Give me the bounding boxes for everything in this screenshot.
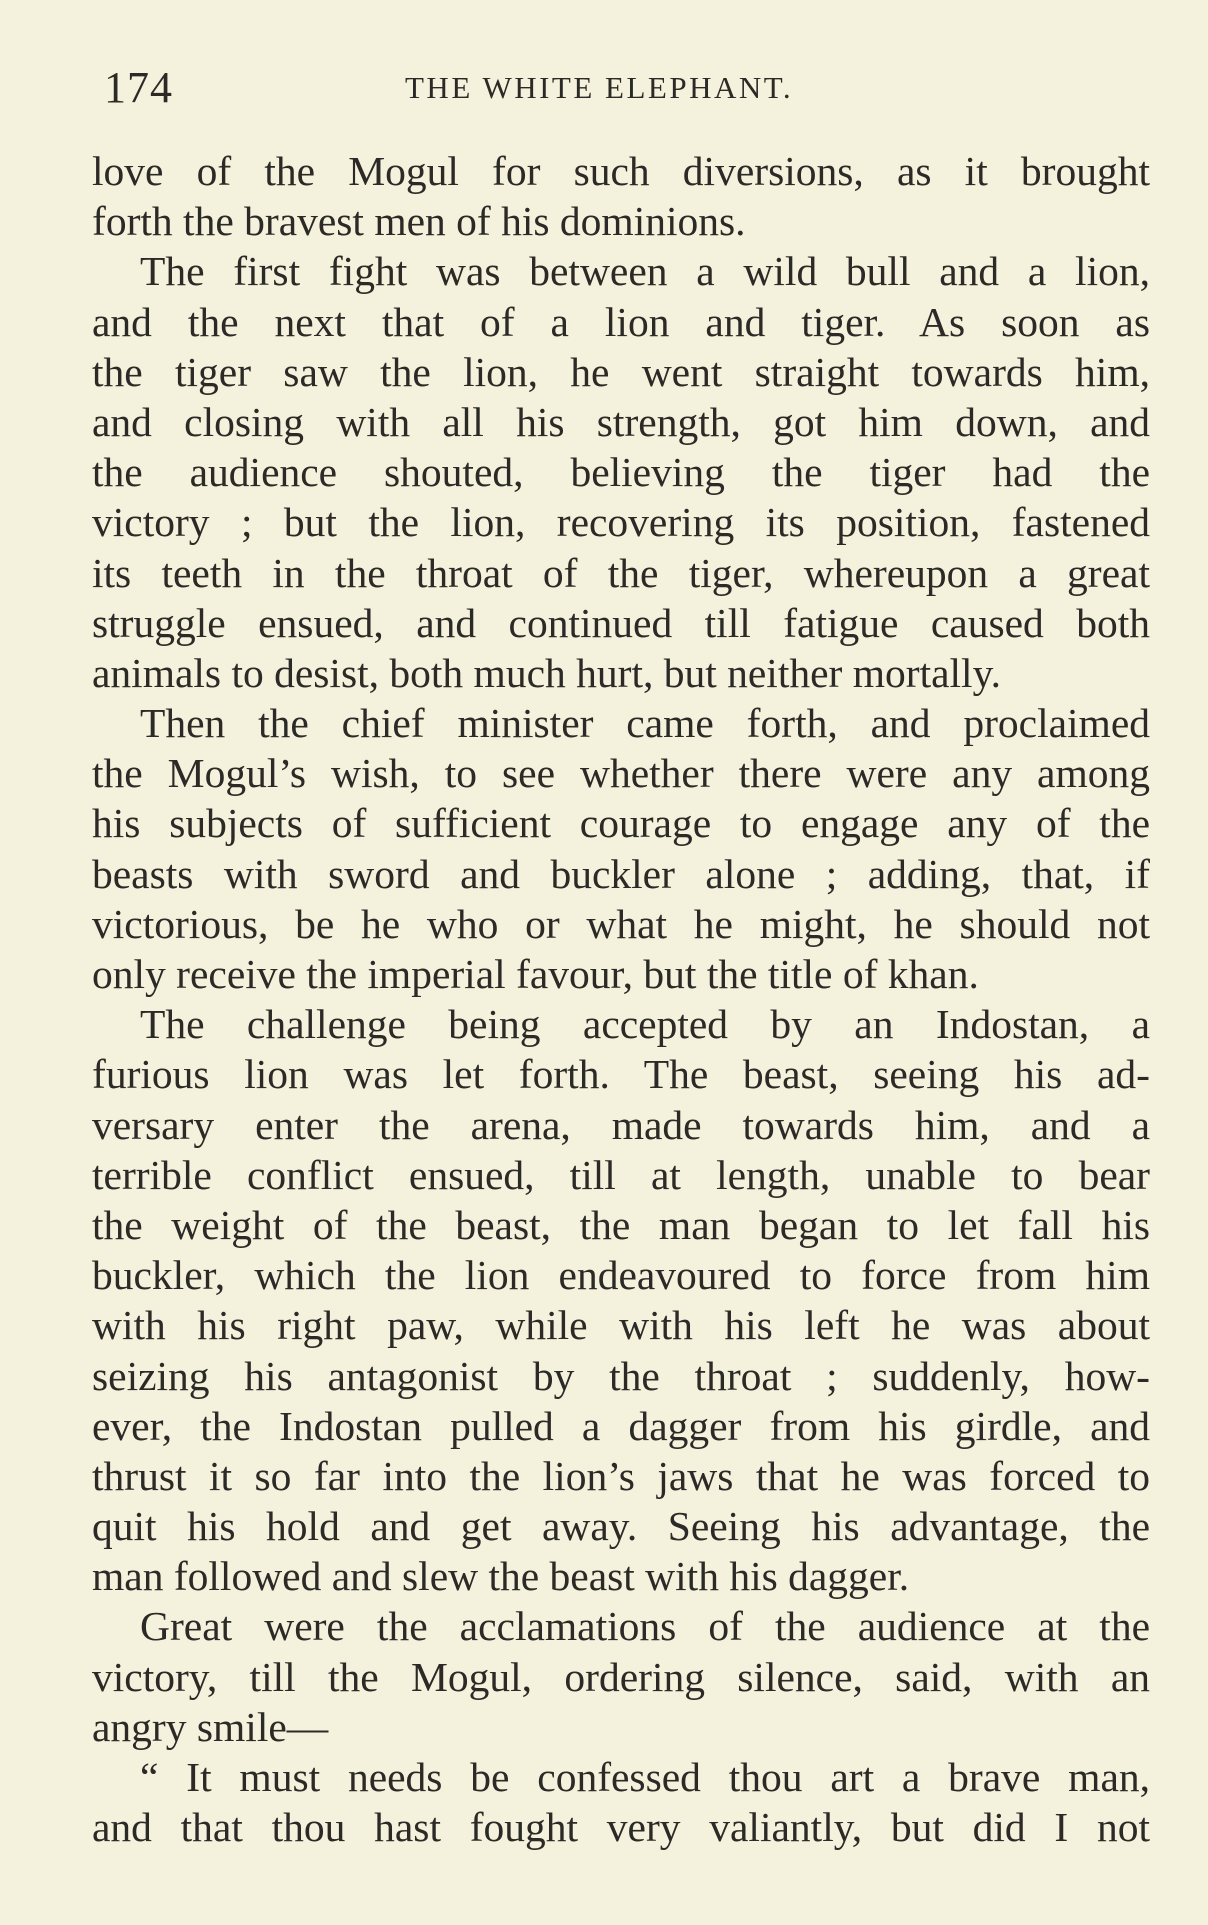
text-line: terrible conflict ensued, till at length, unable to bear xyxy=(92,1151,1150,1198)
text-line: “ It must needs be confessed thou art a brave man, xyxy=(140,1754,1150,1800)
text-line: Then the chief minister came forth, and proclaimed xyxy=(140,700,1150,747)
text-line: forth the bravest men of his dominions. xyxy=(92,198,746,245)
text-line: and that thou hast fought very valiantly, but did I not xyxy=(92,1804,1150,1851)
text-line: animals to desist, both much hurt, but neither mortally. xyxy=(92,649,1002,696)
text-line: his subjects of sufficient courage to engage any of the xyxy=(92,800,1150,847)
text-line: the audience shouted, believing the tiger had the xyxy=(92,449,1150,496)
text-line: with his right paw, while with his left he was about xyxy=(92,1302,1150,1349)
text-line: victorious, be he who or what he might, he should not xyxy=(92,900,1150,947)
text-line: love of the Mogul for such diversions, as it brought xyxy=(92,148,1150,194)
text-line: The challenge being accepted by an Indostan, a xyxy=(140,1001,1150,1048)
text-line: angry smile— xyxy=(92,1703,329,1750)
text-line: victory, till the Mogul, ordering silence, said, with an xyxy=(92,1653,1150,1700)
text-line: the Mogul’s wish, to see whether there were any among xyxy=(92,750,1150,797)
text-line: furious lion was let forth. The beast, seeing his ad- xyxy=(92,1051,1150,1098)
running-title: THE WHITE ELEPHANT. xyxy=(405,70,794,105)
text-line: the weight of the beast, the man began to let fall his xyxy=(92,1201,1150,1248)
page-number: 174 xyxy=(104,63,173,112)
text-line: Great were the acclamations of the audience at the xyxy=(140,1603,1150,1650)
page-header xyxy=(0,62,1208,122)
text-line: man followed and slew the beast with his dagger. xyxy=(92,1553,910,1600)
text-line: struggle ensued, and continued till fatigue caused both xyxy=(92,599,1150,646)
text-line: The first fight was between a wild bull and a lion, xyxy=(140,248,1150,295)
text-line: buckler, which the lion endeavoured to force from him xyxy=(92,1252,1150,1299)
text-line: victory ; but the lion, recovering its position, fastened xyxy=(92,499,1150,546)
text-line: its teeth in the throat of the tiger, whereupon a great xyxy=(92,549,1150,596)
text-line: the tiger saw the lion, he went straight towards him, xyxy=(92,348,1150,395)
text-line: quit his hold and get away. Seeing his advantage, the xyxy=(92,1503,1150,1550)
text-line: seizing his antagonist by the throat ; suddenly, how- xyxy=(92,1352,1150,1399)
text-line: versary enter the arena, made towards him, and a xyxy=(92,1101,1150,1148)
text-line: only receive the imperial favour, but the title of khan. xyxy=(92,951,979,997)
body-text xyxy=(92,146,1150,1852)
text-line: ever, the Indostan pulled a dagger from his girdle, and xyxy=(92,1402,1150,1449)
text-line: thrust it so far into the lion’s jaws that he was forced to xyxy=(92,1452,1150,1499)
text-line: and closing with all his strength, got him down, and xyxy=(92,398,1150,445)
text-line: beasts with sword and buckler alone ; adding, that, if xyxy=(92,850,1150,897)
text-line: and the next that of a lion and tiger. As soon as xyxy=(92,298,1150,345)
